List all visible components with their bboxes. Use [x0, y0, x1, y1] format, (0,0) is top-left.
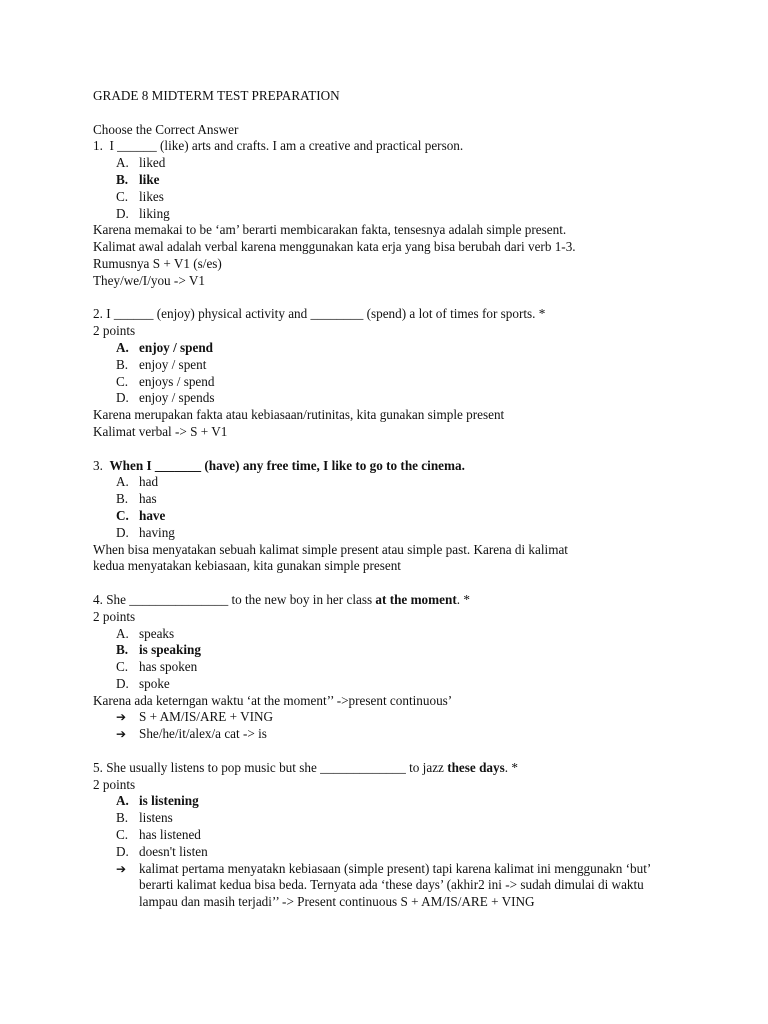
question-2-stem: 2. I ______ (enjoy) physical activity and ________ (spend) a lot of times for sports. * — [93, 306, 546, 322]
q5-option-b: B. listens — [116, 810, 173, 826]
q2-option-d: D. enjoy / spends — [116, 390, 215, 406]
q2-option-c: C. enjoys / spend — [116, 373, 215, 389]
q5-points: 2 points — [93, 776, 136, 792]
question-3-stem: 3. When I _______ (have) any free time, I like to go to the cinema. — [93, 457, 465, 473]
arrow-icon: ➔ — [116, 710, 127, 725]
q3-option-b: B. has — [116, 491, 157, 507]
q3-explanation-line: When bisa menyatakan sebuah kalimat simple present atau simple past. Karena di kalimat — [93, 541, 568, 557]
arrow-icon: ➔ — [116, 727, 127, 742]
q5-bullet-text: kalimat pertama menyatakn kebiasaan (simple present) tapi karena kalimat ini menggunakn ‘but’ berarti kalimat kedua bisa beda. Ternyata ada ‘these days’ (akhir2 ini -> sudah dimulai di waktu lampau dan masih terjadi’’ -> Present continuous S + AM/IS/ARE + VING — [139, 860, 651, 910]
q3-option-d: D. having — [116, 524, 175, 540]
q4-bullet: ➔ S + AM/IS/ARE + VING — [116, 709, 274, 725]
question-1-stem: 1. I ______ (like) arts and crafts. I am a creative and practical person. — [93, 138, 464, 154]
q3-explanation-line: kedua menyatakan kebiasaan, kita gunakan simple present — [93, 558, 401, 574]
document-page — [93, 88, 728, 911]
q4-bullet: ➔ She/he/it/alex/a cat -> is — [116, 726, 267, 742]
q2-option-b: B. enjoy / spent — [116, 356, 207, 372]
q1-explanation-line: They/we/I/you -> V1 — [93, 272, 205, 288]
q1-option-c: C. likes — [116, 188, 164, 204]
instruction: Choose the Correct Answer — [93, 121, 239, 137]
q3-option-a: A. had — [116, 474, 159, 490]
q3-option-c: C. have — [116, 507, 166, 523]
question-4-stem: 4. She _______________ to the new boy in her class at the moment. * — [93, 591, 470, 607]
arrow-icon: ➔ — [116, 861, 127, 876]
q4-option-d: D. spoke — [116, 675, 170, 691]
q1-explanation-line: Rumusnya S + V1 (s/es) — [93, 255, 222, 271]
q5-option-d: D. doesn't listen — [116, 843, 208, 859]
q4-points: 2 points — [93, 608, 136, 624]
q1-option-a: A. liked — [116, 155, 166, 171]
q5-option-a: A. is listening — [116, 793, 199, 809]
q1-option-b: B. like — [116, 171, 160, 187]
document-title: GRADE 8 MIDTERM TEST PREPARATION — [93, 88, 340, 103]
q4-option-b: B. is speaking — [116, 642, 201, 658]
q2-explanation-line: Kalimat verbal -> S + V1 — [93, 423, 228, 439]
q4-option-a: A. speaks — [116, 625, 175, 641]
q2-points: 2 points — [93, 323, 136, 339]
q2-option-a: A. enjoy / spend — [116, 339, 214, 355]
q4-option-c: C. has spoken — [116, 659, 198, 675]
q1-option-d: D. liking — [116, 205, 170, 221]
question-5-stem: 5. She usually listens to pop music but she _____________ to jazz these days. * — [93, 759, 518, 775]
q5-bullet — [93, 861, 728, 911]
q1-explanation-line: Kalimat awal adalah verbal karena menggunakan kata erja yang bisa berubah dari verb 1-3. — [93, 239, 576, 255]
q5-option-c: C. has listened — [116, 827, 201, 843]
q1-explanation-line: Karena memakai to be ‘am’ berarti membicarakan fakta, tensesnya adalah simple present. — [93, 222, 567, 238]
q4-explanation: Karena ada keterngan waktu ‘at the moment’’ ->present continuous’ — [93, 692, 453, 708]
q2-explanation-line: Karena merupakan fakta atau kebiasaan/rutinitas, kita gunakan simple present — [93, 407, 505, 423]
